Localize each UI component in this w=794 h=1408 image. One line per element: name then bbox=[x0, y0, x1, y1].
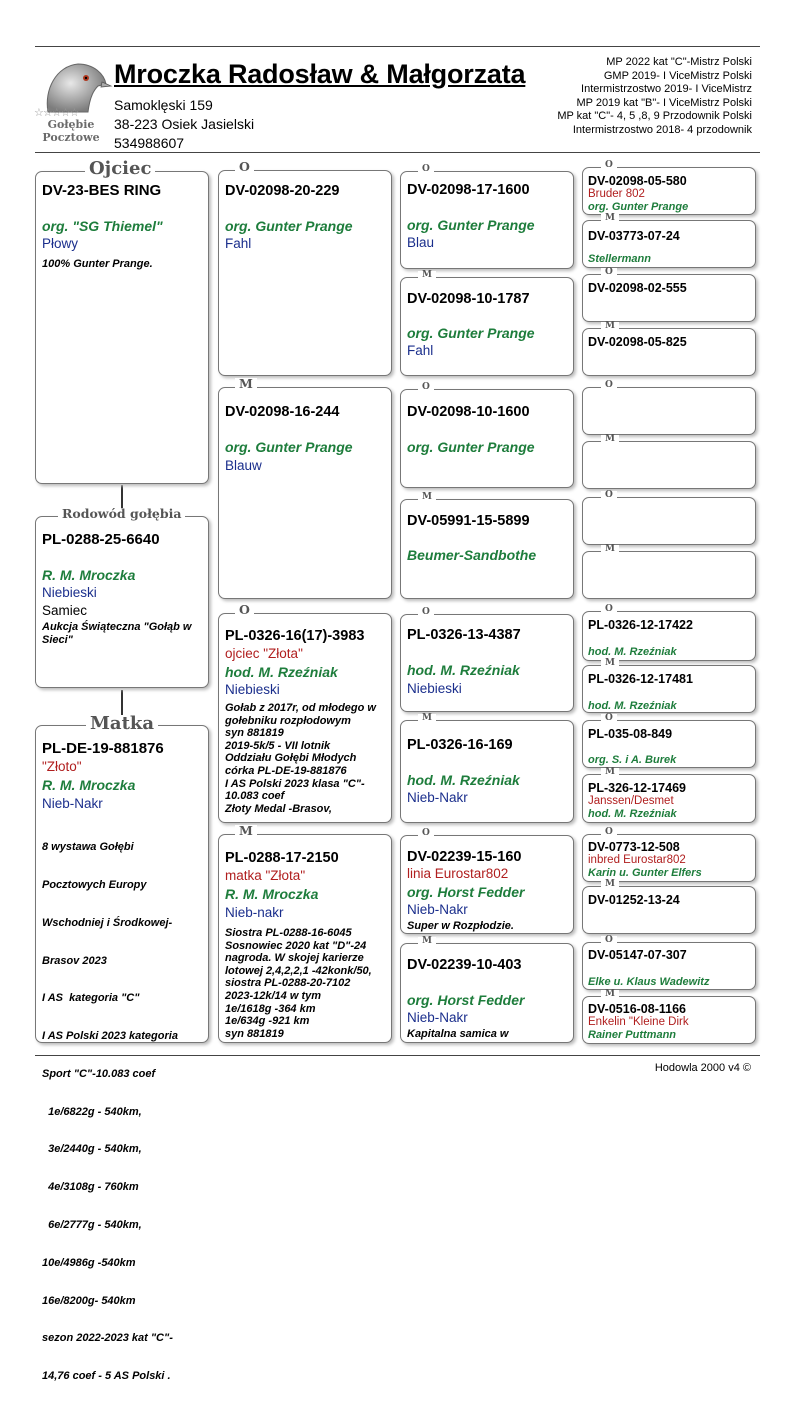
mm-name: matka "Złota" bbox=[225, 868, 306, 883]
note-line: 1e/634g -921 km bbox=[225, 1015, 310, 1028]
note-line: nagroda. W skojej karierze bbox=[225, 952, 364, 965]
address-line-1: Samoklęski 159 bbox=[114, 97, 213, 113]
note-line: I AS kategoria "C" bbox=[42, 992, 140, 1005]
g4-name: inbred Eurostar802 bbox=[588, 854, 686, 866]
ff-ring: DV-02098-20-229 bbox=[225, 183, 340, 199]
subject-breeder: R. M. Mroczka bbox=[42, 567, 136, 583]
g3-box-3[interactable] bbox=[400, 389, 574, 488]
note-line: Pocztowych Europy bbox=[42, 878, 147, 891]
g4-ring: DV-02098-05-825 bbox=[588, 335, 687, 349]
g4-label-5: O bbox=[601, 381, 617, 390]
g4-label-6: M bbox=[601, 435, 619, 444]
g4-label-2: M bbox=[601, 214, 619, 223]
achievement-line: MP 2022 kat "C"-Mistrz Polski bbox=[606, 56, 752, 68]
g3-label-4: M bbox=[418, 493, 436, 502]
address-line-2: 38-223 Osiek Jasielski bbox=[114, 116, 255, 132]
mm-breeder: R. M. Mroczka bbox=[225, 886, 319, 902]
g3-breeder: hod. M. Rzeźniak bbox=[407, 662, 520, 678]
fm-label: M bbox=[235, 378, 257, 391]
g3-label-3: O bbox=[418, 383, 434, 392]
owner-name: Mroczka Radosław & Małgorzata bbox=[114, 59, 526, 89]
g4-box-9[interactable] bbox=[582, 611, 756, 661]
achievement-line: Intermistrzostwo 2019- I ViceMistrz bbox=[581, 83, 752, 95]
achievements bbox=[512, 56, 752, 137]
note-line: gołebniku rozpłodowym bbox=[225, 714, 351, 727]
subject-label: Rodowód gołębia bbox=[58, 508, 185, 521]
g3-ring: DV-05991-15-5899 bbox=[407, 513, 530, 529]
mm-box[interactable] bbox=[218, 834, 392, 1043]
subject-color: Niebieski bbox=[42, 585, 97, 600]
note-line: 8 wystawa Gołębi bbox=[42, 841, 134, 854]
g4-breeder: Rainer Puttmann bbox=[588, 1029, 677, 1041]
g3-breeder: org. Gunter Prange bbox=[407, 217, 535, 233]
g4-ring: DV-0773-12-508 bbox=[588, 840, 680, 854]
subject-ring: PL-0288-25-6640 bbox=[42, 531, 160, 548]
g3-color: Fahl bbox=[407, 343, 434, 358]
g3-color: Nieb-Nakr bbox=[407, 1010, 468, 1025]
g4-ring: PL-035-08-849 bbox=[588, 727, 673, 741]
note-line: siostra PL-0288-20-7102 bbox=[225, 977, 351, 990]
note-line: Wschodniej i Środkowej- bbox=[42, 916, 173, 929]
note-line: 2023-12k/14 w tym bbox=[225, 989, 322, 1002]
g3-ring: DV-02098-17-1600 bbox=[407, 182, 530, 198]
mother-notes bbox=[42, 816, 207, 1408]
fm-breeder: org. Gunter Prange bbox=[225, 439, 353, 455]
g3-color: Blau bbox=[407, 235, 435, 250]
g4-breeder: Stellermann bbox=[588, 253, 651, 265]
note-line: syn 881819 bbox=[225, 1027, 284, 1040]
g4-box-12[interactable] bbox=[582, 774, 756, 823]
g3-ring: DV-02098-10-1787 bbox=[407, 291, 530, 307]
g3-ring: DV-02239-15-160 bbox=[407, 849, 522, 865]
g4-label-4: M bbox=[601, 322, 619, 331]
g4-breeder: org. Gunter Prange bbox=[588, 201, 689, 213]
note-line: lotowej 2,4,2,2,1 -42konk/50, bbox=[225, 964, 372, 977]
mother-breeder: R. M. Mroczka bbox=[42, 777, 136, 793]
father-label: Ojciec bbox=[85, 160, 155, 178]
g4-box-4[interactable] bbox=[582, 328, 756, 376]
mother-box[interactable] bbox=[35, 725, 209, 1383]
g4-breeder: hod. M. Rzeźniak bbox=[588, 646, 677, 658]
achievement-line: Intermistrzostwo 2018- 4 przodownik bbox=[572, 123, 752, 136]
g3-color: Nieb-Nakr bbox=[407, 790, 468, 805]
g4-name: Enkelin "Kleine Dirk bbox=[588, 1016, 689, 1028]
ff-box[interactable] bbox=[218, 170, 392, 376]
g3-ring: DV-02098-10-1600 bbox=[407, 404, 530, 420]
g4-box-10[interactable] bbox=[582, 665, 756, 713]
g4-label-3: O bbox=[601, 268, 617, 277]
g4-breeder: Karin u. Gunter Elfers bbox=[588, 867, 702, 879]
mf-label: O bbox=[235, 604, 254, 617]
g4-box-14[interactable] bbox=[582, 886, 756, 934]
g4-breeder: Elke u. Klaus Wadewitz bbox=[588, 976, 710, 988]
note-line: Oddziału Gołębi Młodych bbox=[225, 752, 357, 765]
g3-ring: DV-02239-10-403 bbox=[407, 957, 522, 973]
g3-box-7[interactable] bbox=[400, 835, 574, 934]
g4-label-13: O bbox=[601, 828, 617, 837]
footer-text: Hodowla 2000 v4 © bbox=[654, 1062, 751, 1074]
g3-breeder: hod. M. Rzeźniak bbox=[407, 772, 520, 788]
achievement-line: GMP 2019- I ViceMistrz Polski bbox=[603, 69, 752, 82]
mf-name: ojciec "Złota" bbox=[225, 646, 303, 661]
note-line: I AS Polski 2023 kategoria bbox=[42, 1030, 178, 1043]
g4-name: Bruder 802 bbox=[588, 188, 645, 200]
g4-ring: DV-0516-08-1166 bbox=[588, 1002, 686, 1016]
g3-label-7: O bbox=[418, 829, 434, 838]
g4-box-2[interactable] bbox=[582, 220, 756, 268]
mother-name: "Złoto" bbox=[42, 759, 82, 774]
note-line: Sosnowiec 2020 kat "D"-24 bbox=[225, 939, 367, 952]
g3-ring: PL-0326-13-4387 bbox=[407, 627, 521, 643]
g4-ring: PL-326-12-17469 bbox=[588, 781, 686, 795]
achievement-line: MP kat "C"- 4, 5 ,8, 9 Przodownik Polski bbox=[557, 110, 752, 122]
g3-note: Kapitalna samica w bbox=[407, 1028, 509, 1040]
mother-label: Matka bbox=[86, 715, 158, 733]
ff-color: Fahl bbox=[225, 236, 252, 251]
g4-ring: PL-0326-12-17481 bbox=[588, 672, 693, 686]
g4-breeder: hod. M. Rzeźniak bbox=[588, 808, 677, 820]
g4-label-7: O bbox=[601, 491, 617, 500]
g4-box-3[interactable] bbox=[582, 274, 756, 322]
g4-label-11: O bbox=[601, 714, 617, 723]
note-line: 10e/4986g -540km bbox=[42, 1256, 136, 1269]
g4-box-11[interactable] bbox=[582, 720, 756, 768]
phone-number: 534988607 bbox=[114, 135, 185, 151]
g3-box-8[interactable] bbox=[400, 943, 574, 1043]
note-line: sezon 2022-2023 kat "C"- bbox=[42, 1332, 173, 1345]
g4-ring: DV-02098-05-580 bbox=[588, 174, 687, 188]
g3-box-5[interactable] bbox=[400, 614, 574, 712]
g3-name: linia Eurostar802 bbox=[407, 866, 509, 881]
father-ring: DV-23-BES RING bbox=[42, 182, 162, 199]
note-line: Brasov 2023 bbox=[42, 954, 107, 967]
g4-label-1: O bbox=[601, 161, 617, 170]
ff-label: O bbox=[235, 161, 254, 174]
mf-box[interactable] bbox=[218, 613, 392, 823]
mf-ring: PL-0326-16(17)-3983 bbox=[225, 628, 365, 644]
g3-box-6[interactable] bbox=[400, 720, 574, 823]
g3-note: Super w Rozpłodzie. bbox=[407, 920, 514, 932]
g4-breeder: hod. M. Rzeźniak bbox=[588, 700, 677, 712]
g4-box-7[interactable] bbox=[582, 497, 756, 545]
note-line: Gołab z 2017r, od młodego w bbox=[225, 702, 376, 714]
g3-label-1: O bbox=[418, 165, 434, 174]
mm-label: M bbox=[235, 825, 257, 838]
fm-box[interactable] bbox=[218, 387, 392, 599]
mm-color: Nieb-nakr bbox=[225, 905, 284, 920]
mf-breeder: hod. M. Rzeźniak bbox=[225, 664, 338, 680]
mother-color: Nieb-Nakr bbox=[42, 796, 103, 811]
subject-note: Aukcja Świąteczna "Gołąb w Sieci" bbox=[42, 621, 192, 646]
father-note: 100% Gunter Prange. bbox=[42, 258, 153, 270]
g3-color: Niebieski bbox=[407, 681, 462, 696]
g4-ring: PL-0326-12-17422 bbox=[588, 618, 693, 632]
g4-ring: DV-01252-13-24 bbox=[588, 893, 680, 907]
note-line: 14,76 coef - 5 AS Polski . bbox=[42, 1370, 171, 1383]
g4-box-5[interactable] bbox=[582, 387, 756, 435]
fm-color: Blauw bbox=[225, 458, 262, 473]
note-line: córka PL-DE-19-881876 bbox=[225, 764, 347, 777]
g4-box-6[interactable] bbox=[582, 441, 756, 489]
g4-label-10: M bbox=[601, 659, 619, 668]
g4-label-15: O bbox=[601, 936, 617, 945]
fm-ring: DV-02098-16-244 bbox=[225, 404, 340, 420]
note-line: 6e/2777g - 540km, bbox=[42, 1219, 142, 1231]
g3-breeder: org. Horst Fedder bbox=[407, 992, 525, 1008]
g4-breeder: org. S. i A. Burek bbox=[588, 754, 677, 766]
note-line: 1e/6822g - 540km, bbox=[42, 1105, 142, 1118]
g4-label-16: M bbox=[601, 990, 619, 999]
g4-box-16[interactable] bbox=[582, 996, 756, 1044]
logo-text: Gołębie Pocztowe bbox=[42, 118, 100, 144]
note-line: 2019-5k/5 - VII lotnik bbox=[225, 739, 331, 752]
mm-notes bbox=[225, 927, 390, 1040]
g4-label-8: M bbox=[601, 545, 619, 554]
mother-ring: PL-DE-19-881876 bbox=[42, 740, 164, 757]
g4-label-9: O bbox=[601, 605, 617, 614]
g4-box-8[interactable] bbox=[582, 551, 756, 599]
ff-breeder: org. Gunter Prange bbox=[225, 218, 353, 234]
g4-ring: DV-05147-07-307 bbox=[588, 948, 687, 962]
subject-box[interactable] bbox=[35, 516, 209, 688]
g3-label-6: M bbox=[418, 714, 436, 723]
note-line: Sport "C"-10.083 coef bbox=[42, 1067, 156, 1080]
g3-box-2[interactable] bbox=[400, 277, 574, 376]
note-line: Siostra PL-0288-16-6045 bbox=[225, 927, 352, 939]
note-line: 16e/8200g- 540km bbox=[42, 1294, 136, 1307]
g4-box-13[interactable] bbox=[582, 834, 756, 882]
g3-ring: PL-0326-16-169 bbox=[407, 737, 513, 753]
note-line: 10.083 coef bbox=[225, 790, 285, 803]
g4-ring: DV-03773-07-24 bbox=[588, 229, 680, 243]
g3-breeder: org. Gunter Prange bbox=[407, 325, 535, 341]
g4-label-14: M bbox=[601, 880, 619, 889]
father-box[interactable] bbox=[35, 171, 209, 484]
g3-label-2: M bbox=[418, 271, 436, 280]
g4-name: Janssen/Desmet bbox=[588, 795, 674, 807]
subject-sex: Samiec bbox=[42, 603, 88, 618]
note-line: 4e/3108g - 760km bbox=[42, 1181, 139, 1194]
g3-breeder: org. Horst Fedder bbox=[407, 884, 525, 900]
g3-label-5: O bbox=[418, 608, 434, 617]
g4-label-12: M bbox=[601, 768, 619, 777]
note-line: I AS Polski 2023 klasa "C"- bbox=[225, 777, 365, 790]
mf-color: Niebieski bbox=[225, 682, 280, 697]
father-color: Płowy bbox=[42, 236, 79, 251]
g3-breeder: org. Gunter Prange bbox=[407, 439, 535, 455]
g3-box-4[interactable] bbox=[400, 499, 574, 599]
father-breeder: org. "SG Thiemel" bbox=[42, 218, 163, 234]
note-line: syn 881819 bbox=[225, 727, 284, 740]
g3-label-8: M bbox=[418, 937, 436, 946]
g3-breeder: Beumer-Sandbothe bbox=[407, 547, 537, 563]
mf-notes bbox=[225, 702, 390, 815]
g4-box-15[interactable] bbox=[582, 942, 756, 990]
note-line: Złoty Medal -Brasov, bbox=[225, 802, 332, 815]
g4-ring: DV-02098-02-555 bbox=[588, 281, 687, 295]
note-line: 3e/2440g - 540km, bbox=[42, 1143, 142, 1156]
logo bbox=[34, 56, 112, 148]
logo-stars: ☆☆☆☆☆ bbox=[34, 107, 79, 119]
achievement-line: MP 2019 kat "B"- I ViceMistrz Polski bbox=[576, 96, 752, 109]
g3-box-1[interactable] bbox=[400, 171, 574, 269]
g4-box-1[interactable] bbox=[582, 167, 756, 215]
g3-color: Nieb-Nakr bbox=[407, 902, 468, 917]
note-line: 1e/1618g -364 km bbox=[225, 1002, 316, 1015]
mm-ring: PL-0288-17-2150 bbox=[225, 850, 339, 866]
